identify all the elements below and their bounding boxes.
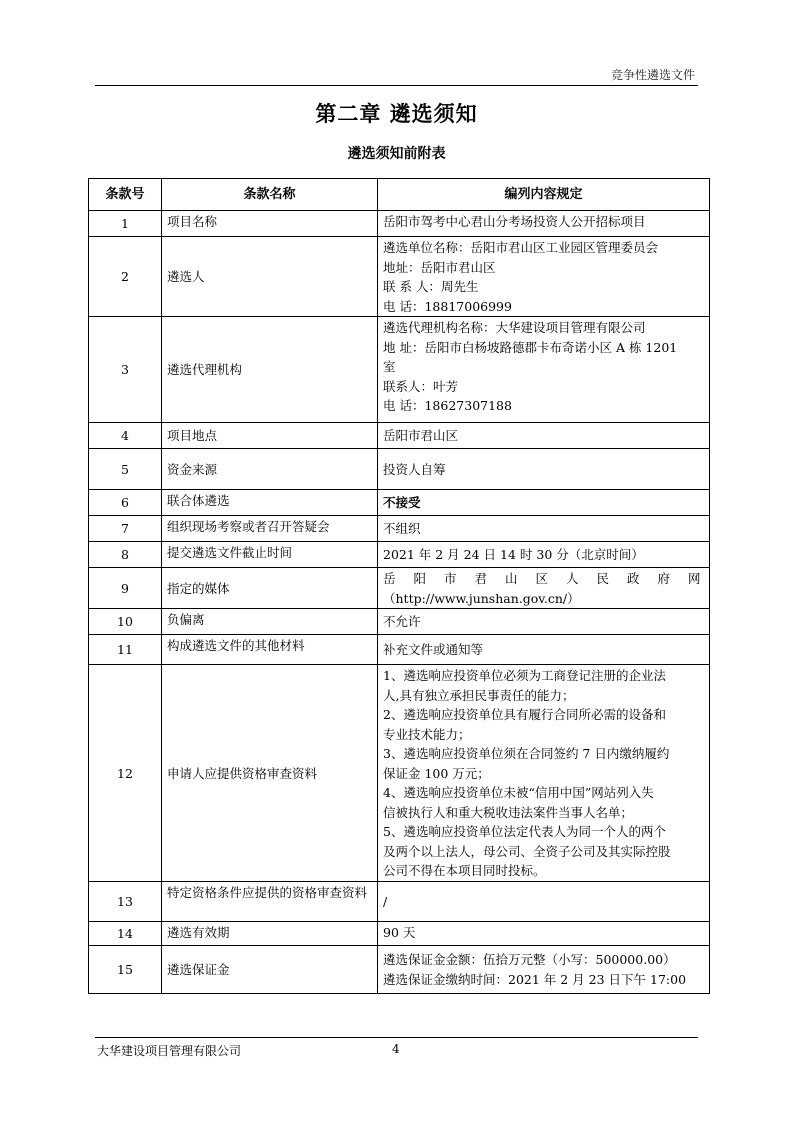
content-line: 遴选保证金金额：伍拾万元整（小写：500000.00） — [383, 952, 676, 967]
clause-content — [378, 542, 710, 568]
clause-content — [378, 635, 710, 665]
requirements-table — [88, 178, 719, 994]
header-rule — [95, 85, 698, 86]
clause-name: 联合体遴选 — [162, 490, 378, 516]
clause-number: 4 — [89, 423, 162, 449]
clause-name: 遴选有效期 — [162, 921, 378, 945]
clause-content — [378, 237, 710, 317]
clause-content — [378, 490, 710, 516]
clause-number: 7 — [89, 516, 162, 542]
table-row — [89, 516, 710, 542]
content-line: 地 址：岳阳市白杨坡路德郡卡布奇诺小区 A 栋 1201 — [383, 339, 678, 355]
clause-content — [378, 568, 719, 609]
content-line: / — [383, 893, 388, 909]
clause-content — [378, 317, 710, 423]
page-number: 4 — [392, 1042, 400, 1056]
clause-content — [378, 665, 710, 882]
clause-content — [378, 945, 710, 993]
header-doc-type: 竞争性遴选文件 — [610, 68, 695, 82]
table-row — [89, 449, 710, 490]
clause-name: 提交遴选文件截止时间 — [162, 542, 378, 568]
column-header-clause-number: 条款号 — [89, 179, 162, 211]
clause-content — [378, 449, 710, 490]
clause-name: 构成遴选文件的其他材料 — [162, 635, 378, 665]
content-line: 及两个以上法人，母公司、全资子公司及其实际控股 — [383, 843, 671, 859]
content-line: 遴选单位名称：岳阳市君山区工业园区管理委员会 — [383, 240, 659, 255]
table-title: 遴选须知前附表 — [347, 146, 446, 162]
content-line: 联系人：叶芳 — [383, 378, 459, 394]
table-row — [89, 423, 710, 449]
clause-content — [378, 609, 710, 635]
clause-number: 1 — [89, 211, 162, 237]
table-row — [89, 317, 710, 423]
content-line: 1、遴选响应投资单位必须为工商登记注册的企业法 — [383, 668, 666, 683]
content-line: 5、遴选响应投资单位法定代表人为同一个人的两个 — [383, 824, 666, 839]
clause-number: 11 — [89, 635, 162, 665]
table-row — [89, 211, 710, 237]
content-line: 3、遴选响应投资单位须在合同签约 7 日内缴纳履约 — [383, 746, 670, 761]
content-line: 90 天 — [383, 924, 416, 940]
table-row — [89, 542, 710, 568]
content-line: 补充文件或通知等 — [383, 642, 484, 658]
clause-name: 特定资格条件应提供的资格审查资料 — [162, 881, 378, 921]
chapter-title: 第二章 遴选须知 — [315, 102, 478, 126]
clause-name: 遴选保证金 — [162, 945, 378, 993]
content-line: 遴选保证金缴纳时间：2021 年 2 月 23 日下午 17:00 — [383, 971, 687, 987]
content-line: 投资人自筹 — [383, 461, 446, 477]
content-line: 岳阳市驾考中心君山分考场投资人公开招标项目 — [383, 214, 646, 229]
clause-name: 项目地点 — [162, 423, 378, 449]
table-row — [89, 237, 710, 317]
content-line: 保证金 100 万元； — [383, 765, 490, 781]
footer-company: 大华建设项目管理有限公司 — [97, 1044, 242, 1058]
clause-number: 13 — [89, 881, 162, 921]
clause-name: 遴选人 — [162, 237, 378, 317]
clause-name: 组织现场考察或者召开答疑会 — [162, 516, 378, 542]
clause-number: 6 — [89, 490, 162, 516]
footer-rule — [95, 1037, 698, 1038]
clause-number: 12 — [89, 665, 162, 882]
content-line: 公司不得在本项目同时投标。 — [383, 863, 546, 878]
content-line: 岳阳市君山区 — [383, 428, 459, 444]
table-row — [89, 635, 710, 665]
content-line: 不允许 — [383, 614, 421, 630]
table-row — [89, 568, 710, 609]
content-line: 2、遴选响应投资单位具有履行合同所必需的设备和 — [383, 707, 666, 722]
content-line: 联 系 人：周先生 — [383, 279, 479, 294]
clause-number: 8 — [89, 542, 162, 568]
clause-name: 项目名称 — [162, 211, 378, 237]
content-line: 电 话：18817006999 — [383, 298, 512, 314]
table-header-row — [89, 179, 710, 211]
clause-number: 2 — [89, 237, 162, 317]
clause-number: 5 — [89, 449, 162, 490]
content-line: （http://www.junshan.gov.cn/） — [383, 590, 580, 606]
table-row — [89, 665, 710, 882]
content-line: 不组织 — [383, 521, 421, 537]
clause-content — [378, 881, 710, 921]
content-line: 信被执行人和重大税收违法案件当事人名单； — [383, 804, 634, 820]
clause-content — [378, 921, 710, 945]
clause-name: 遴选代理机构 — [162, 317, 378, 423]
table-row — [89, 921, 710, 945]
column-header-content: 编列内容规定 — [378, 179, 710, 211]
clause-number: 10 — [89, 609, 162, 635]
table-row — [89, 945, 710, 993]
clause-content — [378, 211, 710, 237]
clause-number: 14 — [89, 921, 162, 945]
content-line: 4、遴选响应投资单位未被“信用中国”网站列入失 — [383, 785, 654, 800]
content-line: 地址：岳阳市君山区 — [383, 259, 496, 275]
content-line: 遴选代理机构名称：大华建设项目管理有限公司 — [383, 320, 646, 335]
clause-number: 9 — [89, 568, 162, 609]
table-row — [89, 609, 710, 635]
content-line: 专业技术能力； — [383, 726, 471, 742]
clause-content — [378, 516, 710, 542]
clause-number: 3 — [89, 317, 162, 423]
clause-content — [378, 423, 710, 449]
table-row — [89, 881, 710, 921]
clause-name: 指定的媒体 — [162, 568, 378, 609]
content-line: 2021 年 2 月 24 日 14 时 30 分（北京时间） — [383, 547, 644, 563]
clause-number: 15 — [89, 945, 162, 993]
clause-name: 负偏离 — [162, 609, 378, 635]
clause-name: 资金来源 — [162, 449, 378, 490]
content-line: 岳阳市君山区人民政府网 — [383, 571, 719, 586]
content-line: 人,具有独立承担民事责任的能力； — [383, 687, 575, 703]
clause-name: 申请人应提供资格审查资料 — [162, 665, 378, 882]
content-line: 室 — [383, 359, 396, 374]
column-header-clause-name: 条款名称 — [162, 179, 378, 211]
content-line: 电 话：18627307188 — [383, 398, 512, 413]
content-line: 不接受 — [383, 495, 421, 511]
table-row — [89, 490, 710, 516]
